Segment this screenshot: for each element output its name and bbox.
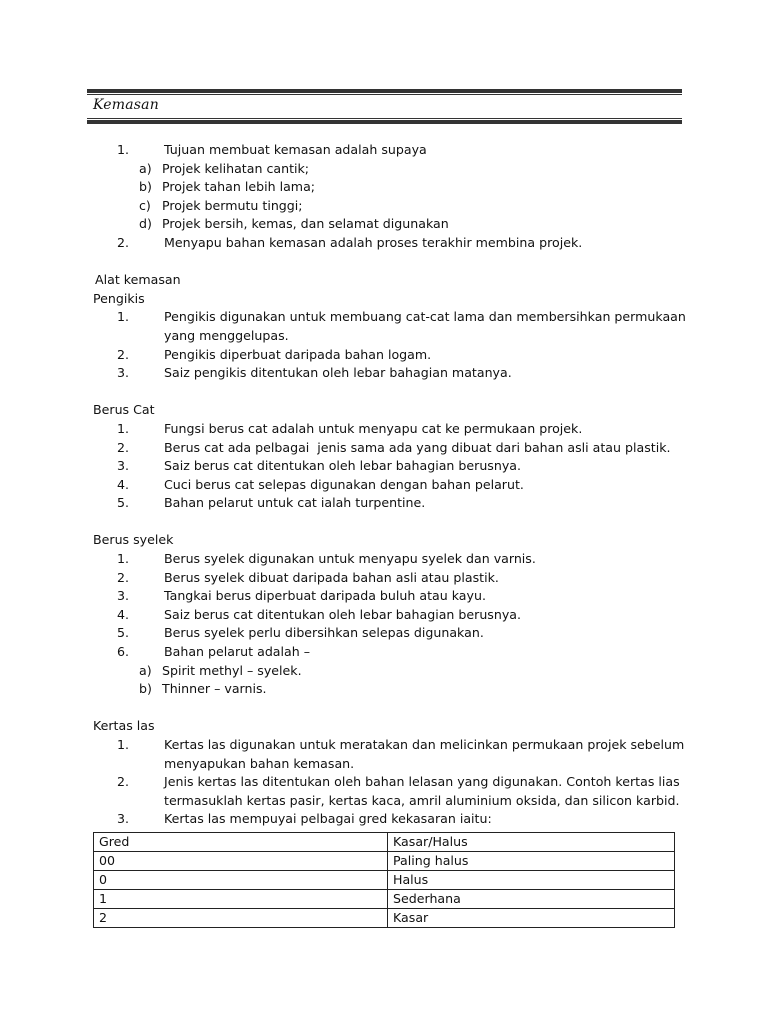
section-heading-berus-syelek: Berus syelek bbox=[93, 532, 174, 548]
table-row bbox=[94, 871, 675, 890]
header-rule-top-thin bbox=[87, 94, 682, 95]
list-item: 4. Cuci berus cat selepas digunakan dengan bahan pelarut. bbox=[117, 476, 524, 492]
section-heading-pengikis: Pengikis bbox=[93, 290, 145, 306]
list-item: 1. Berus syelek digunakan untuk menyapu syelek dan varnis. bbox=[117, 551, 536, 567]
table-row bbox=[94, 890, 675, 909]
table-header-cell: Gred bbox=[94, 833, 388, 852]
list-item: 2. Menyapu bahan kemasan adalah proses terakhir membina projek. bbox=[117, 234, 583, 250]
table-cell: 00 bbox=[94, 852, 388, 871]
table-row bbox=[94, 909, 675, 928]
table-cell: 1 bbox=[94, 890, 388, 909]
table-header-cell: Kasar/Halus bbox=[388, 833, 675, 852]
table-cell: 2 bbox=[94, 909, 388, 928]
sub-list-item: a) Spirit methyl – syelek. bbox=[139, 662, 302, 678]
list-item: 2. Berus syelek dibuat daripada bahan asli atau plastik. bbox=[117, 569, 499, 585]
sub-list-item: a) Projek kelihatan cantik; bbox=[139, 160, 310, 176]
document-title: Kemasan bbox=[93, 97, 159, 113]
sub-list-item: b) Thinner – varnis. bbox=[139, 681, 267, 697]
document-body bbox=[93, 141, 693, 829]
list-item: 2. Jenis kertas las ditentukan oleh bahan lelasan yang digunakan. Contoh kertas lias termasuklah kertas pasir, kertas kaca, amril aluminium oksida, dan silicon karbid. bbox=[117, 774, 680, 808]
sub-list-item: b) Projek tahan lebih lama; bbox=[139, 179, 316, 195]
list-item: 2. Pengikis diperbuat daripada bahan logam. bbox=[117, 346, 432, 362]
sub-list-item: c) Projek bermutu tinggi; bbox=[139, 197, 303, 213]
list-item: 3. Kertas las mempuyai pelbagai gred kekasaran iaitu: bbox=[117, 811, 492, 827]
list-item: 3. Tangkai berus diperbuat daripada buluh atau kayu. bbox=[117, 588, 486, 604]
list-item: 2. Berus cat ada pelbagai jenis sama ada yang dibuat dari bahan asli atau plastik. bbox=[117, 439, 671, 455]
section-heading-kertas-las: Kertas las bbox=[93, 718, 155, 734]
table-cell: 0 bbox=[94, 871, 388, 890]
table-row bbox=[94, 852, 675, 871]
section-heading-berus-cat: Berus Cat bbox=[93, 402, 155, 418]
table-cell: Kasar bbox=[388, 909, 675, 928]
list-item: 4. Saiz berus cat ditentukan oleh lebar bahagian berusnya. bbox=[117, 606, 522, 622]
section-heading-alat-kemasan: Alat kemasan bbox=[95, 272, 181, 288]
header-rule-bottom-thin bbox=[87, 118, 682, 119]
sub-list-item: d) Projek bersih, kemas, dan selamat digunakan bbox=[139, 216, 449, 232]
list-item: 3. Saiz berus cat ditentukan oleh lebar bahagian berusnya. bbox=[117, 458, 522, 474]
list-item: 1. Fungsi berus cat adalah untuk menyapu cat ke permukaan projek. bbox=[117, 420, 583, 436]
table-cell: Halus bbox=[388, 871, 675, 890]
header-rule-bottom bbox=[87, 120, 682, 124]
list-item: 1. Pengikis digunakan untuk membuang cat-cat lama dan membersihkan permukaan yang menggelupas. bbox=[117, 309, 686, 343]
list-item: 3. Saiz pengikis ditentukan oleh lebar bahagian matanya. bbox=[117, 365, 512, 381]
table-header-row bbox=[94, 833, 675, 852]
list-item: 5. Berus syelek perlu dibersihkan selepas digunakan. bbox=[117, 625, 484, 641]
list-item: 1. Tujuan membuat kemasan adalah supaya bbox=[117, 142, 427, 157]
list-item: 5. Bahan pelarut untuk cat ialah turpentine. bbox=[117, 495, 426, 511]
header-rule-top bbox=[87, 89, 682, 93]
table-cell: Sederhana bbox=[388, 890, 675, 909]
list-item: 6. Bahan pelarut adalah – bbox=[117, 644, 311, 660]
table-cell: Paling halus bbox=[388, 852, 675, 871]
list-item: 1. Kertas las digunakan untuk meratakan dan melicinkan permukaan projek sebelum menyapukan bahan kemasan. bbox=[117, 737, 685, 771]
gred-table bbox=[93, 832, 675, 928]
